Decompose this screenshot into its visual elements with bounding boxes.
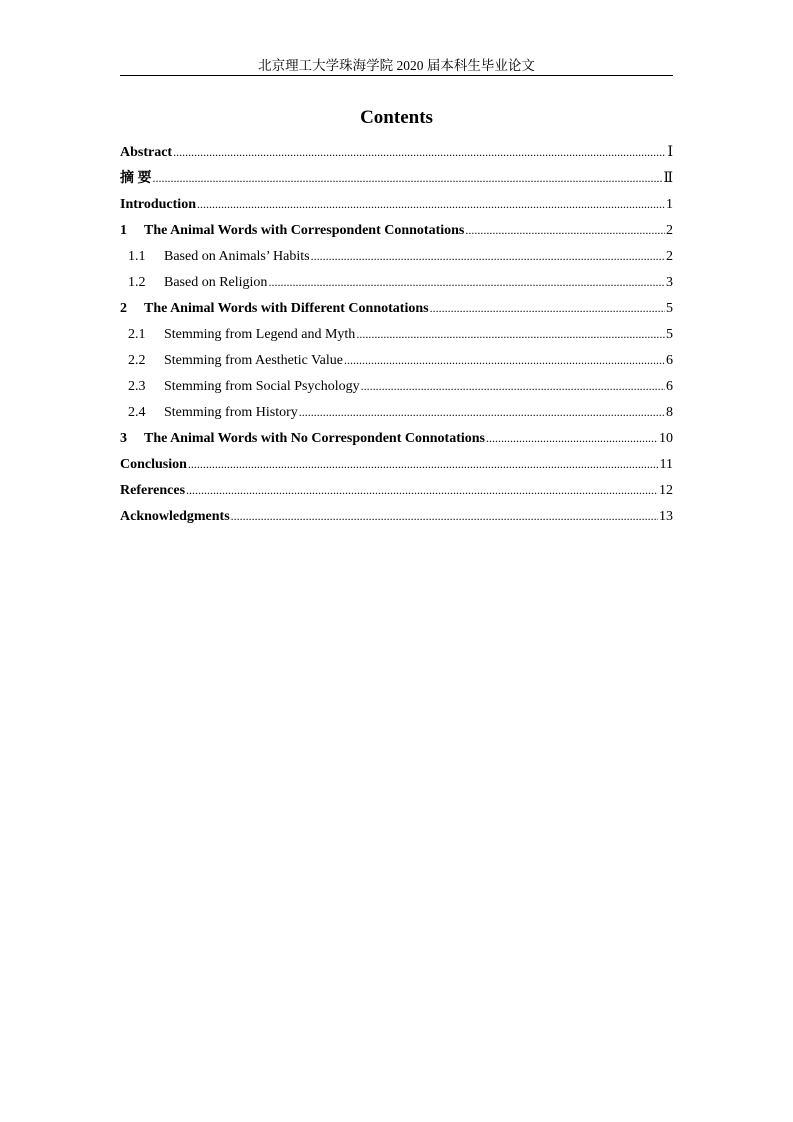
toc-entry-title — [120, 400, 298, 426]
toc-entry-label: Abstract — [120, 145, 173, 160]
toc-entry-number: 2.2 — [128, 353, 146, 368]
toc-entry[interactable] — [120, 139, 673, 165]
toc-entry-title — [120, 348, 343, 374]
toc-entry-label: Stemming from Legend and Myth — [164, 327, 356, 342]
toc-entry-page: 5 — [666, 327, 673, 342]
toc-entry-label: Stemming from History — [164, 405, 298, 420]
dot-leader — [231, 503, 658, 529]
toc-entry-page: 11 — [659, 457, 673, 472]
toc-entry-title — [120, 166, 152, 192]
toc-entry-page: 1 — [666, 197, 673, 212]
toc-entry-label: Acknowledgments — [120, 509, 230, 524]
toc-entry[interactable] — [120, 217, 673, 243]
dot-leader — [186, 477, 658, 503]
toc-entry-page: 2 — [666, 249, 673, 264]
table-of-contents — [120, 139, 673, 529]
toc-entry-page: 12 — [659, 483, 673, 498]
toc-entry-title — [120, 322, 355, 348]
toc-entry[interactable] — [120, 191, 673, 217]
toc-entry-page: Ⅱ — [663, 171, 673, 186]
toc-entry[interactable] — [120, 399, 673, 425]
toc-entry-title — [120, 192, 196, 218]
header-rule — [120, 75, 673, 76]
toc-entry-label: The Animal Words with Different Connotations — [144, 301, 429, 316]
toc-entry-page: Ⅰ — [667, 145, 673, 160]
dot-leader — [465, 217, 665, 243]
toc-entry-title — [120, 140, 172, 166]
toc-entry-number: 3 — [120, 431, 127, 446]
toc-entry-number: 2.4 — [128, 405, 146, 420]
dot-leader — [197, 191, 665, 217]
toc-entry[interactable] — [120, 243, 673, 269]
toc-entry[interactable] — [120, 503, 673, 529]
toc-entry-page: 6 — [666, 353, 673, 368]
toc-entry-page: 8 — [666, 405, 673, 420]
toc-entry-page: 2 — [666, 223, 673, 238]
toc-entry-label: The Animal Words with No Correspondent Connotations — [144, 431, 485, 446]
toc-entry-label: 摘 要 — [120, 171, 152, 186]
toc-entry-title — [120, 244, 310, 270]
toc-entry-title — [120, 218, 464, 244]
toc-entry-title — [120, 504, 230, 530]
toc-entry-label: Based on Religion — [164, 275, 268, 290]
dot-leader — [430, 295, 665, 321]
toc-entry[interactable] — [120, 451, 673, 477]
toc-entry-label: Introduction — [120, 197, 196, 212]
toc-entry-label: References — [120, 483, 186, 498]
toc-entry-title — [120, 478, 185, 504]
dot-leader — [173, 139, 666, 165]
dot-leader — [356, 321, 665, 347]
toc-entry-title — [120, 374, 360, 400]
toc-entry-number: 2 — [120, 301, 127, 316]
toc-entry-label: The Animal Words with Correspondent Connotations — [144, 223, 465, 238]
dot-leader — [486, 425, 658, 451]
toc-entry-title — [120, 426, 485, 452]
dot-leader — [311, 243, 665, 269]
toc-entry-label: Based on Animals’ Habits — [164, 249, 310, 264]
toc-entry-page: 3 — [666, 275, 673, 290]
toc-entry[interactable] — [120, 373, 673, 399]
toc-entry-label: Stemming from Aesthetic Value — [164, 353, 343, 368]
toc-entry-page: 6 — [666, 379, 673, 394]
dot-leader — [344, 347, 665, 373]
page-title: Contents — [360, 107, 433, 128]
toc-entry[interactable] — [120, 269, 673, 295]
toc-entry[interactable] — [120, 295, 673, 321]
toc-entry-page: 13 — [659, 509, 673, 524]
toc-entry[interactable] — [120, 321, 673, 347]
toc-entry[interactable] — [120, 477, 673, 503]
toc-entry[interactable] — [120, 347, 673, 373]
toc-entry-number: 2.1 — [128, 327, 146, 342]
toc-entry-label: Conclusion — [120, 457, 187, 472]
dot-leader — [153, 165, 663, 191]
toc-entry-number: 1 — [120, 223, 127, 238]
toc-entry-number: 1.2 — [128, 275, 146, 290]
toc-entry-title — [120, 296, 429, 322]
toc-entry-page: 10 — [659, 431, 673, 446]
toc-entry-label: Stemming from Social Psychology — [164, 379, 360, 394]
dot-leader — [268, 269, 665, 295]
toc-entry[interactable] — [120, 425, 673, 451]
toc-entry-page: 5 — [666, 301, 673, 316]
toc-entry-number: 2.3 — [128, 379, 146, 394]
toc-entry-number: 1.1 — [128, 249, 146, 264]
toc-entry-title — [120, 452, 187, 478]
running-header: 北京理工大学珠海学院 2020 届本科生毕业论文 — [258, 58, 535, 73]
dot-leader — [188, 451, 659, 477]
dot-leader — [299, 399, 665, 425]
toc-entry-title — [120, 270, 267, 296]
dot-leader — [361, 373, 665, 399]
toc-entry[interactable] — [120, 165, 673, 191]
